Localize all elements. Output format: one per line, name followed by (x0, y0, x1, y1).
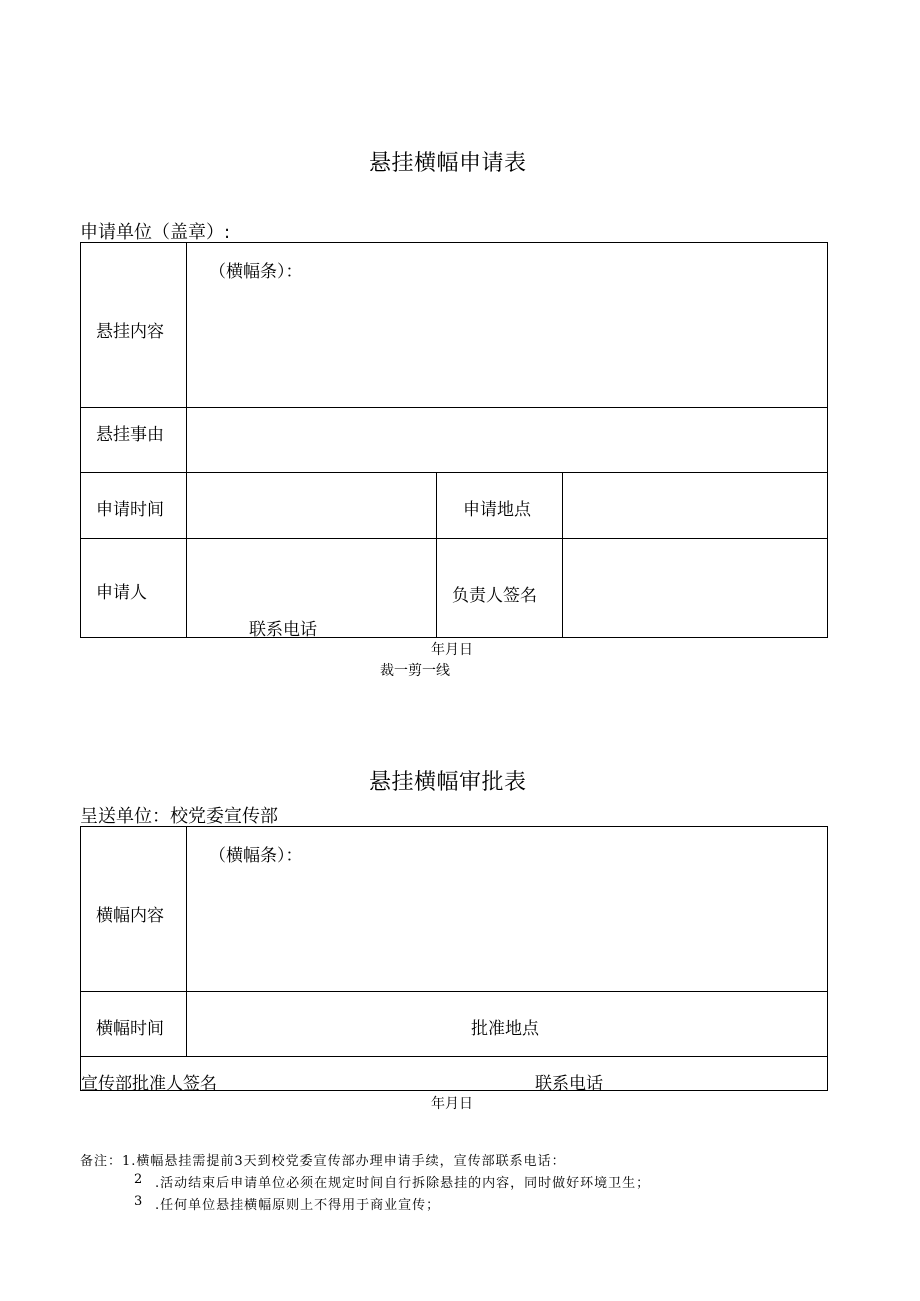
approval-table (80, 826, 828, 1094)
applicant-field[interactable] (188, 540, 435, 610)
time-label: 申请时间 (96, 500, 164, 520)
application-table (80, 242, 828, 638)
row-divider (81, 407, 827, 408)
approver-sign-label: 宣传部批准人签名 (81, 1074, 217, 1094)
reason-label: 悬挂事由 (96, 425, 164, 445)
approval-content-label: 横幅内容 (96, 906, 164, 926)
place-label: 申请地点 (463, 500, 531, 520)
row-divider (81, 1056, 827, 1057)
note-line-2: .活动结束后申请单位必须在规定时间自行拆除悬挂的内容，同时做好环境卫生； (155, 1176, 651, 1191)
banner-text-field[interactable]: （横幅条）： (209, 262, 303, 282)
row-divider (81, 538, 827, 539)
column-divider (436, 473, 437, 637)
cut-line-label: 裁一剪一线 (380, 663, 450, 679)
column-divider (186, 827, 187, 1056)
phone-label: 联系电话 (249, 620, 317, 640)
approval-time-field[interactable] (188, 993, 826, 1055)
approval-submit-unit: 呈送单位：校党委宣传部 (80, 806, 278, 827)
application-date-label: 年月日 (431, 642, 473, 658)
approval-date-label: 年月日 (431, 1096, 473, 1112)
application-unit-label: 申请单位（盖章）: (80, 222, 231, 243)
applicant-label: 申请人 (96, 583, 147, 603)
row-divider (81, 472, 827, 473)
column-divider (562, 473, 563, 637)
approval-title: 悬挂横幅审批表 (369, 770, 527, 795)
leader-sign-label: 负责人签名 (452, 586, 537, 606)
approval-banner-text-field[interactable]: （横幅条）： (209, 846, 303, 866)
note-line-2-number: 2 (134, 1172, 144, 1187)
reason-field[interactable] (188, 409, 826, 471)
column-divider (186, 243, 187, 637)
row-divider (81, 991, 827, 992)
time-field[interactable] (188, 474, 435, 537)
content-label: 悬挂内容 (96, 322, 164, 342)
approval-phone-label: 联系电话 (535, 1074, 603, 1094)
note-line-1: 备注：1.横幅悬挂需提前3天到校党委宣传部办理申请手续，宣传部联系电话： (80, 1154, 566, 1169)
place-field[interactable] (564, 474, 826, 537)
approval-place-label: 批准地点 (471, 1019, 539, 1039)
note-line-3: .任何单位悬挂横幅原则上不得用于商业宣传； (155, 1198, 441, 1213)
note-line-3-number: 3 (134, 1194, 144, 1209)
leader-sign-field[interactable] (564, 540, 826, 636)
application-title: 悬挂横幅申请表 (369, 151, 527, 176)
approval-time-label: 横幅时间 (96, 1019, 164, 1039)
